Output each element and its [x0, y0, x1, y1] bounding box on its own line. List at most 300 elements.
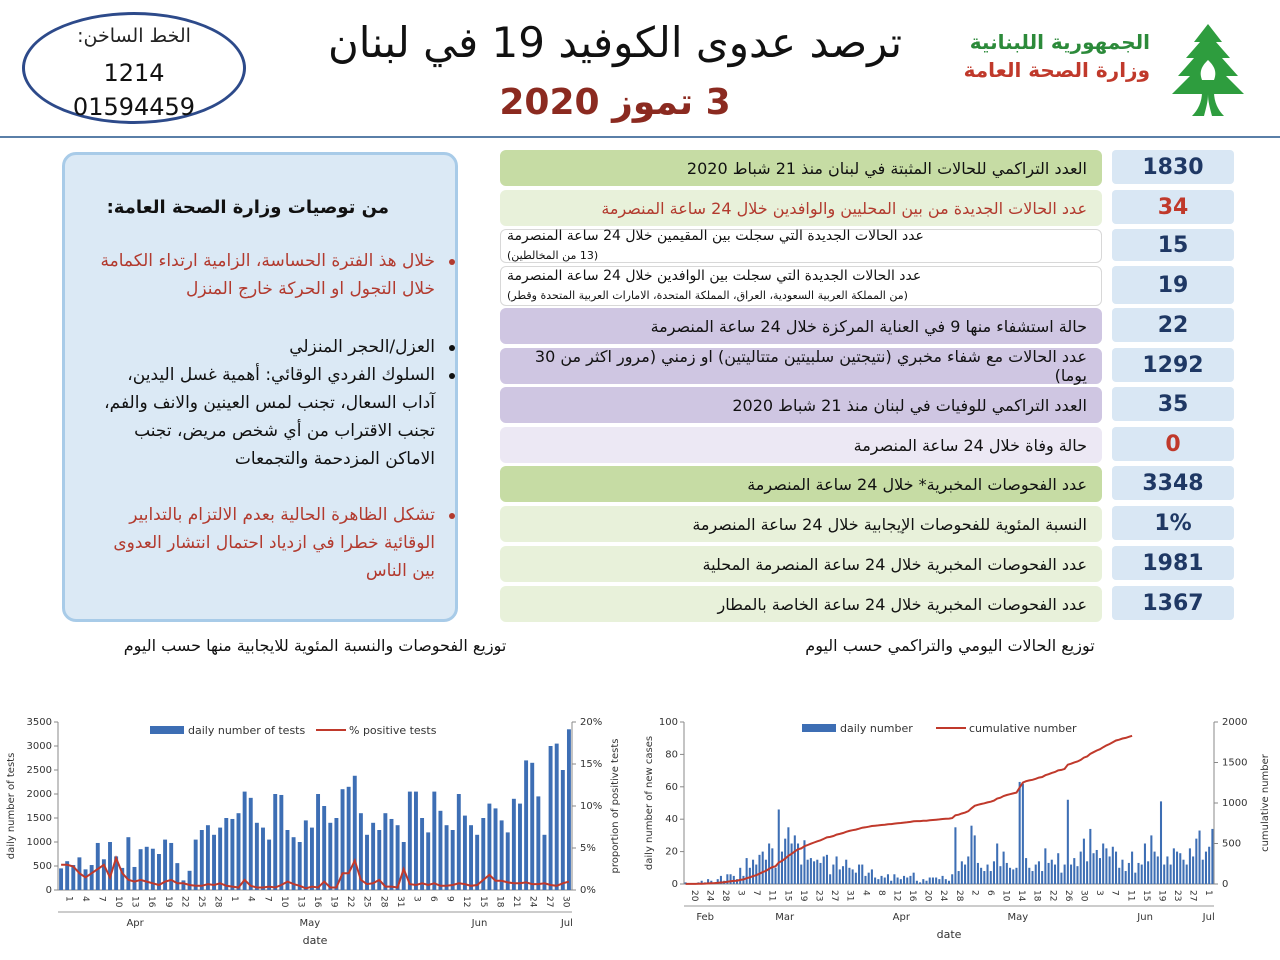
- x-tick-label: 19: [328, 896, 339, 908]
- stat-label: [507, 349, 1087, 383]
- y-tick-label: 3000: [26, 741, 52, 752]
- stat-value: 1%: [1112, 506, 1234, 540]
- legend-swatch-bars: [802, 724, 836, 732]
- bar: [298, 842, 302, 890]
- bar: [1176, 852, 1178, 884]
- bar: [96, 843, 100, 890]
- bar: [438, 811, 442, 890]
- y2-tick-label: 20%: [580, 717, 603, 728]
- bar: [839, 869, 841, 884]
- hotline-badge: [22, 12, 246, 124]
- bar: [1015, 868, 1017, 884]
- stat-row: [500, 427, 1102, 463]
- bar: [858, 865, 860, 884]
- x-tick-label: 24: [527, 896, 538, 908]
- y2-tick-label: 500: [1222, 838, 1242, 850]
- stat-label-text: حالة وفاة خلال 24 ساعة المنصرمة: [853, 435, 1087, 455]
- bar: [794, 835, 796, 884]
- series-line: [61, 858, 569, 888]
- bar: [1160, 801, 1162, 884]
- bar: [1035, 865, 1037, 884]
- stat-row: [500, 266, 1102, 306]
- stat-value: 1981: [1112, 546, 1234, 580]
- x-tick-label: 19: [162, 896, 173, 908]
- x-axis-title: date: [936, 928, 962, 941]
- bar: [445, 825, 449, 890]
- y-tick-label: 0: [45, 885, 52, 896]
- stat-row: [500, 546, 1102, 582]
- bar: [1086, 861, 1088, 884]
- bar: [1003, 852, 1005, 884]
- bullet-icon: [449, 513, 455, 519]
- x-tick-label: 13: [129, 896, 140, 908]
- bar: [133, 867, 137, 890]
- x-tick-label: 25: [361, 896, 372, 908]
- bar: [1205, 852, 1207, 884]
- bar: [316, 794, 320, 890]
- bar: [1170, 865, 1172, 884]
- stat-label-note: (13 من المخالطين): [507, 249, 599, 262]
- bar: [990, 871, 992, 884]
- bar: [1163, 865, 1165, 884]
- x-tick-label: 13: [295, 896, 306, 908]
- x-tick-label: 10: [1000, 890, 1011, 902]
- bar: [194, 840, 198, 890]
- bar: [746, 858, 748, 884]
- y-tick-label: 2000: [26, 789, 52, 800]
- x-tick-label: 20: [922, 890, 933, 902]
- bar: [938, 879, 940, 884]
- stat-value: 34: [1112, 190, 1234, 224]
- bar: [1067, 800, 1069, 884]
- stat-label-text: عدد الحالات الجديدة التي سجلت بين الوافدين خلال 24 ساعة المنصرمة: [507, 268, 922, 284]
- bar: [420, 818, 424, 890]
- month-label: Mar: [775, 912, 795, 923]
- bar: [980, 868, 982, 884]
- stat-value: 35: [1112, 387, 1234, 421]
- bar: [749, 868, 751, 884]
- month-label: Jun: [1137, 912, 1153, 923]
- bar: [475, 835, 479, 890]
- bar: [1028, 868, 1030, 884]
- bar: [1076, 866, 1078, 884]
- header-divider: [0, 136, 1280, 138]
- bar: [1112, 847, 1114, 884]
- month-label: Feb: [696, 912, 715, 923]
- bar: [781, 852, 783, 884]
- bar: [784, 839, 786, 884]
- bar: [414, 792, 418, 890]
- recommendation-text: السلوك الفردي الوقائي: أهمية غسل اليدين، آداب السعال، تجنب لمس العينين والانف والفم، تجنب الاقتراب من أي شخص مريض، تجنب الاماكن المزدحمة والتجمعات: [104, 365, 435, 469]
- bar: [903, 876, 905, 884]
- stat-row: [500, 308, 1102, 344]
- bar: [292, 837, 296, 890]
- bar: [807, 860, 809, 884]
- bar: [310, 828, 314, 890]
- y2-tick-label: 2000: [1222, 717, 1248, 728]
- x-tick-label: 10: [278, 896, 289, 908]
- bar: [126, 837, 130, 890]
- bar: [948, 881, 950, 884]
- x-tick-label: 23: [1172, 890, 1183, 902]
- stat-row: [500, 586, 1102, 622]
- stat-label-text: النسبة المئوية للفحوصات الإيجابية خلال 24 ساعة المنصرمة: [692, 514, 1087, 534]
- bar: [1195, 839, 1197, 884]
- bar: [1109, 856, 1111, 884]
- x-tick-label: 19: [797, 890, 808, 902]
- stat-label: [507, 587, 1087, 621]
- bar: [279, 795, 283, 890]
- bar: [935, 878, 937, 884]
- stat-label: [507, 267, 1087, 305]
- x-tick-label: 7: [262, 896, 273, 902]
- bar: [1154, 852, 1156, 884]
- bar: [188, 871, 192, 890]
- x-tick-label: 19: [1156, 890, 1167, 902]
- bar: [1141, 865, 1143, 884]
- bar: [169, 843, 173, 890]
- bar: [897, 878, 899, 884]
- y2-tick-label: 1500: [1222, 757, 1248, 769]
- bar: [518, 804, 522, 890]
- x-tick-label: 15: [477, 896, 488, 908]
- bar: [961, 861, 963, 884]
- stat-label: [507, 388, 1087, 422]
- bar: [778, 809, 780, 884]
- x-axis-title: date: [302, 934, 328, 947]
- x-tick-label: 16: [312, 896, 322, 908]
- x-tick-label: 11: [766, 890, 777, 902]
- bar: [1199, 831, 1201, 884]
- bar: [1031, 871, 1033, 884]
- bar: [730, 874, 732, 884]
- stat-value: 19: [1112, 266, 1234, 304]
- bar: [426, 832, 430, 890]
- bar: [977, 863, 979, 884]
- bar: [549, 746, 553, 890]
- y-tick-label: 1500: [26, 813, 52, 824]
- bar: [1186, 865, 1188, 884]
- legend-label: daily number of tests: [188, 724, 306, 737]
- stat-row: [500, 466, 1102, 502]
- x-tick-label: 1: [229, 896, 240, 902]
- bar: [954, 827, 956, 884]
- bar: [842, 866, 844, 884]
- bar: [909, 876, 911, 884]
- y-tick-label: 3500: [26, 717, 52, 728]
- stat-label-text: عدد الحالات مع شفاء مخبري (نتيجتين سلبيتين متتاليتين) او زمني (مرور اكثر من 30 يوما): [534, 347, 1087, 385]
- bar: [810, 858, 812, 884]
- x-tick-label: 4: [79, 896, 90, 902]
- bar: [353, 776, 357, 890]
- y2-tick-label: 0%: [580, 885, 596, 896]
- bar: [996, 844, 998, 885]
- bar: [868, 873, 870, 884]
- bar: [1179, 853, 1181, 884]
- bar: [1054, 865, 1056, 884]
- stat-label-text: عدد الحالات الجديدة التي سجلت بين المقيمين خلال 24 ساعة المنصرمة: [507, 228, 924, 244]
- y2-axis-title: cumulative number: [1260, 754, 1271, 852]
- x-tick-label: 7: [751, 890, 762, 896]
- bar: [494, 808, 498, 890]
- bar: [970, 826, 972, 884]
- cases-chart: [640, 700, 1280, 960]
- x-tick-label: 15: [782, 890, 793, 902]
- bar: [1048, 863, 1050, 884]
- x-tick-label: 22: [345, 896, 356, 908]
- bar: [852, 869, 854, 884]
- bar: [775, 868, 777, 884]
- bar: [543, 835, 547, 890]
- bar: [813, 861, 815, 884]
- bar: [752, 860, 754, 884]
- bar: [1080, 852, 1082, 884]
- x-tick-label: 21: [510, 896, 521, 908]
- stat-row: [500, 229, 1102, 263]
- hotline-number-short: 1214: [103, 59, 165, 87]
- bar: [800, 865, 802, 884]
- bar: [1121, 860, 1123, 884]
- bar: [1137, 863, 1139, 884]
- stat-label: [507, 309, 1087, 343]
- bar: [861, 865, 863, 884]
- month-label: Jun: [471, 918, 488, 929]
- bar: [249, 798, 253, 890]
- x-tick-label: 15: [1140, 890, 1151, 902]
- x-tick-label: 3: [1094, 890, 1105, 896]
- stat-value: 22: [1112, 308, 1234, 342]
- bar: [845, 860, 847, 884]
- bar: [945, 879, 947, 884]
- bar: [1157, 856, 1159, 884]
- bar: [762, 852, 764, 884]
- x-tick-label: 8: [875, 890, 886, 896]
- x-tick-label: 16: [146, 896, 157, 908]
- x-tick-label: 1: [63, 896, 74, 902]
- bar: [243, 792, 247, 890]
- bar: [255, 823, 259, 890]
- bar: [819, 863, 821, 884]
- bar: [739, 868, 741, 884]
- bar: [206, 825, 210, 890]
- bar: [90, 865, 94, 890]
- page-title: ترصد عدوى الكوفيد 19 في لبنان: [327, 18, 903, 67]
- stat-label: [507, 151, 1087, 185]
- y-tick-label: 1000: [26, 837, 52, 848]
- bar: [1182, 860, 1184, 884]
- cedar-logo-icon: [1158, 20, 1258, 120]
- bar: [1006, 863, 1008, 884]
- bar: [1208, 847, 1210, 884]
- bar: [530, 763, 534, 890]
- bar: [469, 825, 473, 890]
- month-label: May: [1007, 912, 1029, 923]
- stat-label-text: حالة استشفاء منها 9 في العناية المركزة خلال 24 ساعة المنصرمة: [650, 316, 1087, 336]
- x-tick-label: 10: [113, 896, 124, 908]
- bar: [1012, 869, 1014, 884]
- legend-label: cumulative number: [969, 722, 1077, 735]
- bar: [893, 874, 895, 884]
- y-tick-label: 0: [671, 879, 678, 890]
- bullet-icon: [449, 259, 455, 265]
- bar: [1051, 860, 1053, 884]
- bar: [1173, 848, 1175, 884]
- y-tick-label: 80: [665, 749, 678, 761]
- bar: [212, 835, 216, 890]
- bar: [922, 879, 924, 884]
- month-label: Apr: [892, 912, 910, 923]
- stat-label: [507, 467, 1087, 501]
- x-tick-label: 26: [1062, 890, 1073, 902]
- y-tick-label: 20: [665, 846, 678, 858]
- bar: [768, 844, 770, 885]
- bar: [218, 828, 222, 890]
- bar: [347, 787, 351, 890]
- bar: [1202, 860, 1204, 884]
- stat-row: [500, 190, 1102, 226]
- bar: [916, 881, 918, 884]
- stat-label-note: (من المملكة العربية السعودية، العراق، المملكة المتحدة، الامارات العربية المتحدة وقطر): [507, 289, 908, 302]
- stat-value: 1830: [1112, 150, 1234, 184]
- x-tick-label: 30: [560, 896, 571, 908]
- bar: [1125, 871, 1127, 884]
- bar: [864, 876, 866, 884]
- bar: [524, 760, 528, 890]
- bar: [175, 863, 179, 890]
- bar: [1192, 856, 1194, 884]
- bar: [230, 819, 234, 890]
- stat-label-text: عدد الحالات الجديدة من بين المحليين والوافدين خلال 24 ساعة المنصرمة: [601, 198, 1087, 218]
- x-tick-label: 31: [844, 890, 855, 902]
- bar: [900, 879, 902, 884]
- bar: [432, 792, 436, 890]
- bar: [919, 882, 921, 884]
- x-tick-label: 23: [813, 890, 824, 902]
- x-tick-label: 4: [245, 896, 256, 902]
- x-tick-label: 11: [1125, 890, 1136, 902]
- bar: [791, 844, 793, 885]
- bar: [181, 880, 185, 890]
- bar: [261, 828, 265, 890]
- bar: [1025, 858, 1027, 884]
- x-tick-label: 3: [411, 896, 422, 902]
- y-tick-label: 60: [665, 781, 678, 793]
- y-tick-label: 40: [665, 814, 678, 826]
- bar: [512, 799, 516, 890]
- x-tick-label: 20: [688, 890, 699, 902]
- bar: [913, 873, 915, 884]
- bar: [832, 865, 834, 884]
- cases-chart-caption: توزيع الحالات اليومي والتراكمي حسب اليوم: [805, 636, 1095, 655]
- x-tick-label: 28: [719, 890, 730, 902]
- recommendation-text: تشكل الظاهرة الحالية بعدم الالتزام بالتدابير الوقائية خطرا في ازدياد احتمال انتشار العدوى بين الناس: [113, 505, 435, 581]
- x-tick-label: 3: [735, 890, 746, 896]
- bar: [942, 876, 944, 884]
- bar: [1038, 861, 1040, 884]
- month-label: Apr: [126, 918, 144, 929]
- bar: [59, 868, 63, 890]
- bar: [877, 879, 879, 884]
- bar: [463, 816, 467, 890]
- bar: [273, 794, 277, 890]
- stat-label-text: عدد الفحوصات المخبرية* خلال 24 ساعة المنصرمة: [747, 474, 1087, 494]
- bar: [925, 881, 927, 884]
- bar: [951, 874, 953, 884]
- stat-label: [507, 191, 1087, 225]
- bar: [816, 860, 818, 884]
- bar: [365, 835, 369, 890]
- bar: [987, 865, 989, 884]
- bar: [1128, 863, 1130, 884]
- x-tick-label: 27: [544, 896, 555, 908]
- bar: [334, 818, 338, 890]
- bar: [993, 861, 995, 884]
- bar: [1144, 844, 1146, 885]
- stat-value: 1292: [1112, 348, 1234, 382]
- x-tick-label: 1: [1203, 890, 1214, 896]
- bar: [1009, 868, 1011, 884]
- x-tick-label: 14: [1016, 890, 1027, 902]
- bar: [1166, 856, 1168, 884]
- bar: [836, 856, 838, 884]
- bar: [958, 871, 960, 884]
- x-tick-label: 22: [179, 896, 190, 908]
- bar: [1057, 853, 1059, 884]
- bar: [983, 871, 985, 884]
- bar: [1134, 873, 1136, 884]
- bar: [1150, 835, 1152, 884]
- bar: [829, 874, 831, 884]
- recommendation-item: [95, 247, 435, 303]
- bar: [1099, 858, 1101, 884]
- bar: [874, 878, 876, 884]
- stat-value: 15: [1112, 229, 1234, 261]
- bar: [536, 796, 540, 890]
- x-tick-label: 28: [953, 890, 964, 902]
- bar: [139, 849, 143, 890]
- bar: [1022, 784, 1024, 884]
- bullet-icon: [449, 345, 455, 351]
- bar: [224, 818, 228, 890]
- x-tick-label: 7: [1109, 890, 1120, 896]
- stat-label: [507, 428, 1087, 462]
- hotline-label: الخط الساخن:: [77, 25, 191, 47]
- x-tick-label: 6: [984, 890, 995, 896]
- stat-label-text: العدد التراكمي للوفيات في لبنان منذ 21 شباط 2020: [732, 395, 1087, 415]
- recommendation-text: خلال هذ الفترة الحساسة، الزامية ارتداء الكمامة خلال التجول او الحركة خارج المنزل: [100, 251, 435, 299]
- bar: [1105, 848, 1107, 884]
- stat-label-text: عدد الفحوصات المخبرية خلال 24 ساعة الخاصة بالمطار: [717, 594, 1087, 614]
- legend-label: % positive tests: [349, 724, 437, 737]
- bar: [451, 830, 455, 890]
- month-label: Jul: [1202, 912, 1215, 923]
- x-tick-label: 24: [704, 890, 715, 902]
- bar: [823, 856, 825, 884]
- bar: [390, 819, 394, 890]
- y2-tick-label: 10%: [580, 801, 603, 812]
- bar: [929, 878, 931, 884]
- bar: [408, 792, 412, 890]
- bar: [304, 820, 308, 890]
- bar: [500, 820, 504, 890]
- bar: [1044, 848, 1046, 884]
- stat-row: [500, 150, 1102, 186]
- bar: [108, 842, 112, 890]
- bar: [1073, 858, 1075, 884]
- bar: [1093, 853, 1095, 884]
- y2-tick-label: 5%: [580, 843, 596, 854]
- bar: [1041, 871, 1043, 884]
